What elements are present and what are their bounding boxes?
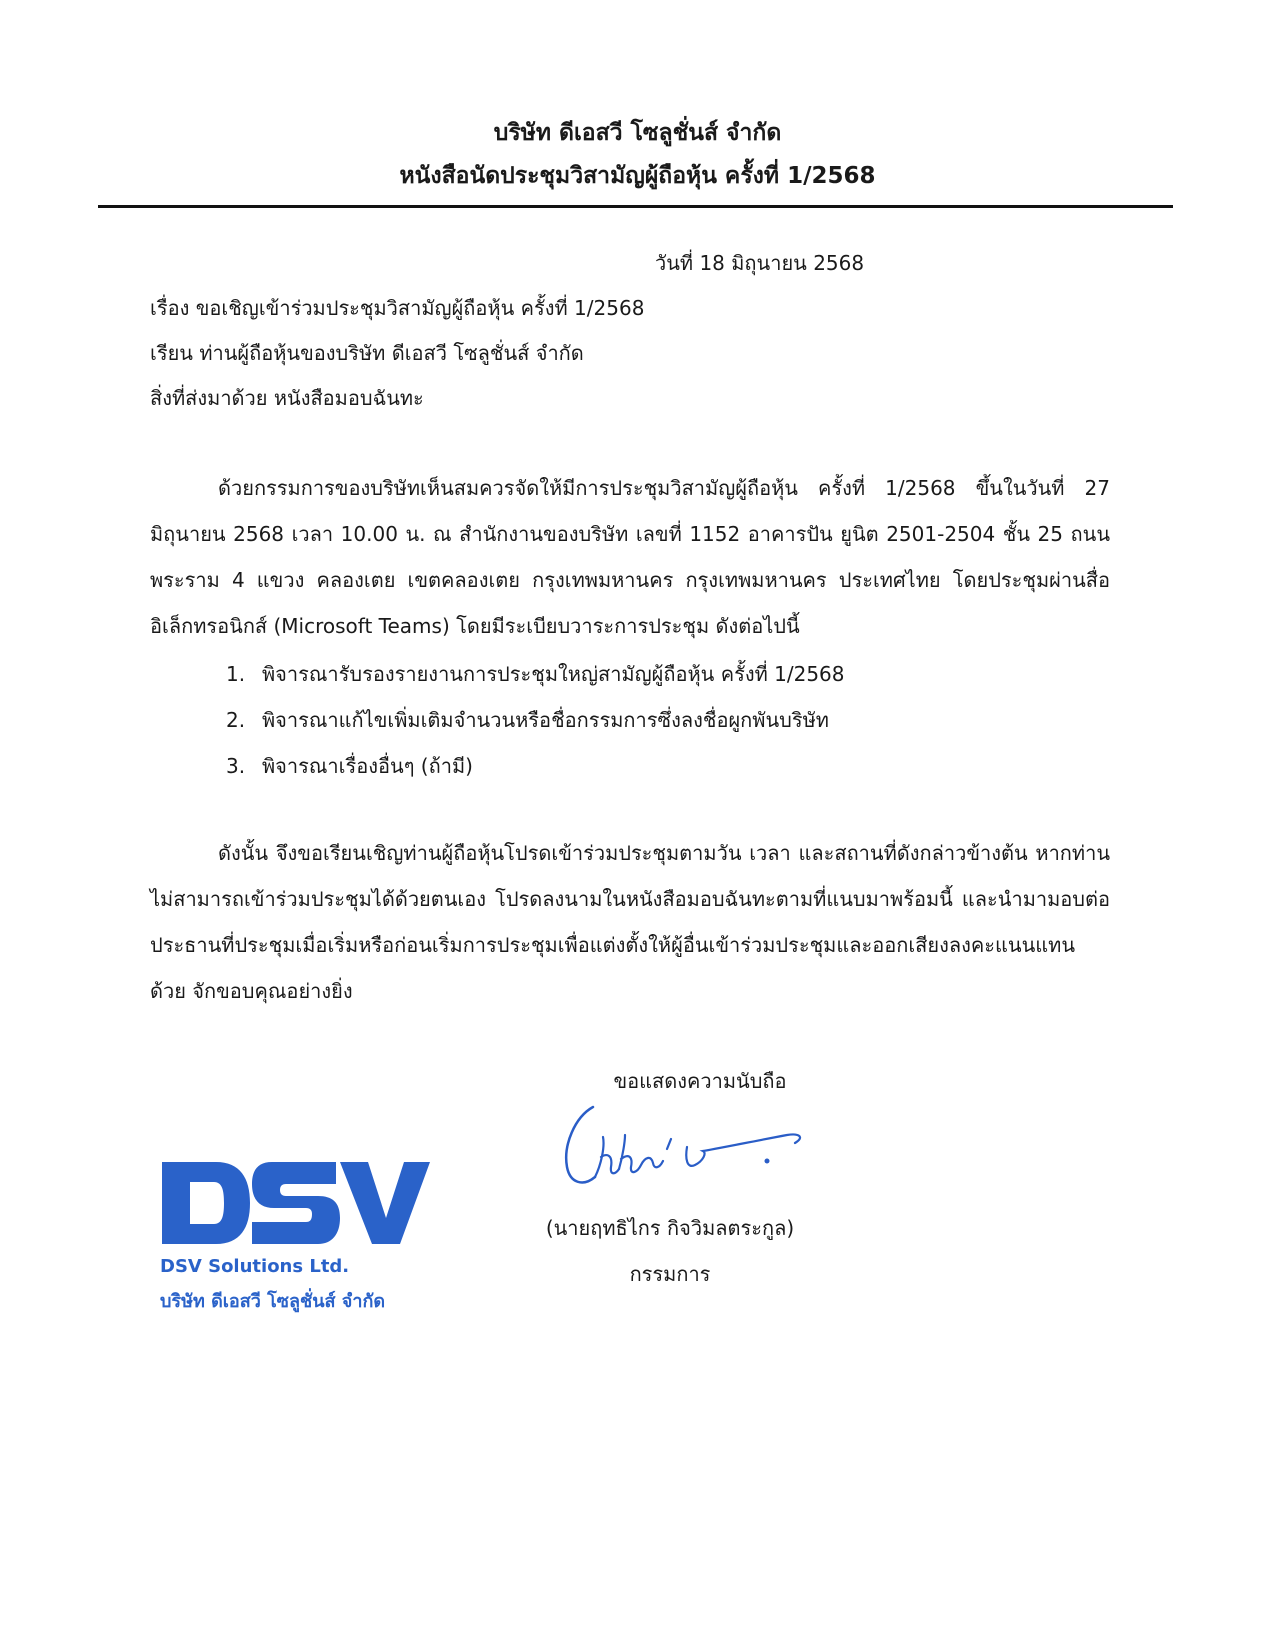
agenda-number: 2. bbox=[226, 708, 246, 732]
invitation-paragraph bbox=[150, 465, 1110, 649]
letter-date: วันที่ 18 มิถุนายน 2568 bbox=[655, 251, 865, 275]
letter-enclosure: สิ่งที่ส่งมาด้วย หนังสือมอบฉันทะ bbox=[150, 386, 424, 410]
invitation-paragraph-text: ด้วยกรรมการของบริษัทเห็นสมควรจัดให้มีการประชุมวิสามัญผู้ถือหุ้น ครั้งที่ 1/2568 ขึ้นในวันที่ 27 มิถุนายน 2568 เวลา 10.00 น. ณ สำนักงานของบริษัท เลขที่ 1152 อาคารปัน ยูนิต 2501-2504 ชั้น 25 ถนนพระราม 4 แขวง คลองเตย เขตคลองเตย กรุงเทพมหานคร กรุงเทพมหานคร ประเทศไทย โดยประชุมผ่านสื่ออิเล็กทรอนิกส์ (Microsoft Teams) โดยมีระเบียบวาระการประชุม ดังต่อไปนี้ bbox=[150, 476, 1110, 638]
header-divider bbox=[98, 205, 1173, 208]
agenda-number: 1. bbox=[226, 662, 246, 686]
closing-paragraph-text: ดังนั้น จึงขอเรียนเชิญท่านผู้ถือหุ้นโปรดเข้าร่วมประชุมตามวัน เวลา และสถานที่ดังกล่าวข้างต้น หากท่านไม่สามารถเข้าร่วมประชุมได้ด้วยตนเอง โปรดลงนามในหนังสือมอบฉันทะตามที่แนบมาพร้อมนี้ และนำมามอบต่อประธานที่ประชุมเมื่อเริ่มหรือก่อนเริ่มการประชุมเพื่อแต่งตั้งให้ผู้อื่นเข้าร่วมประชุมและออกเสียงลงคะแนนแทนด้วย จักขอบคุณอย่างยิ่ง bbox=[150, 841, 1110, 1003]
agenda-text: พิจารณาเรื่องอื่นๆ (ถ้ามี) bbox=[262, 754, 473, 778]
agenda-item bbox=[226, 750, 473, 782]
agenda-text: พิจารณารับรองรายงานการประชุมใหญ่สามัญผู้ถือหุ้น ครั้งที่ 1/2568 bbox=[262, 662, 845, 686]
regards-text: ขอแสดงความนับถือ bbox=[613, 1069, 787, 1093]
stamp-company-en: DSV Solutions Ltd. bbox=[160, 1256, 350, 1277]
stamp-company-th: บริษัท ดีเอสวี โซลูชั่นส์ จำกัด bbox=[160, 1291, 386, 1312]
closing-paragraph bbox=[150, 830, 1110, 1014]
company-name: บริษัท ดีเอสวี โซลูชั่นส์ จำกัด bbox=[493, 120, 782, 146]
signature bbox=[555, 1095, 845, 1205]
letter-recipient: เรียน ท่านผู้ถือหุ้นของบริษัท ดีเอสวี โซลูชั่นส์ จำกัด bbox=[150, 341, 584, 365]
agenda-item bbox=[226, 704, 829, 736]
signatory-name: (นายฤทธิไกร กิจวิมลตระกูล) bbox=[545, 1216, 795, 1240]
signatory-title: กรรมการ bbox=[629, 1262, 711, 1286]
notice-title: หนังสือนัดประชุมวิสามัญผู้ถือหุ้น ครั้งที่ 1/2568 bbox=[399, 163, 876, 189]
letter-subject: เรื่อง ขอเชิญเข้าร่วมประชุมวิสามัญผู้ถือหุ้น ครั้งที่ 1/2568 bbox=[150, 296, 645, 320]
agenda-number: 3. bbox=[226, 754, 246, 778]
dsv-logo-icon bbox=[160, 1160, 430, 1246]
agenda-text: พิจารณาแก้ไขเพิ่มเติมจำนวนหรือชื่อกรรมการซึ่งลงชื่อผูกพันบริษัท bbox=[262, 708, 829, 732]
agenda-item bbox=[226, 658, 845, 690]
